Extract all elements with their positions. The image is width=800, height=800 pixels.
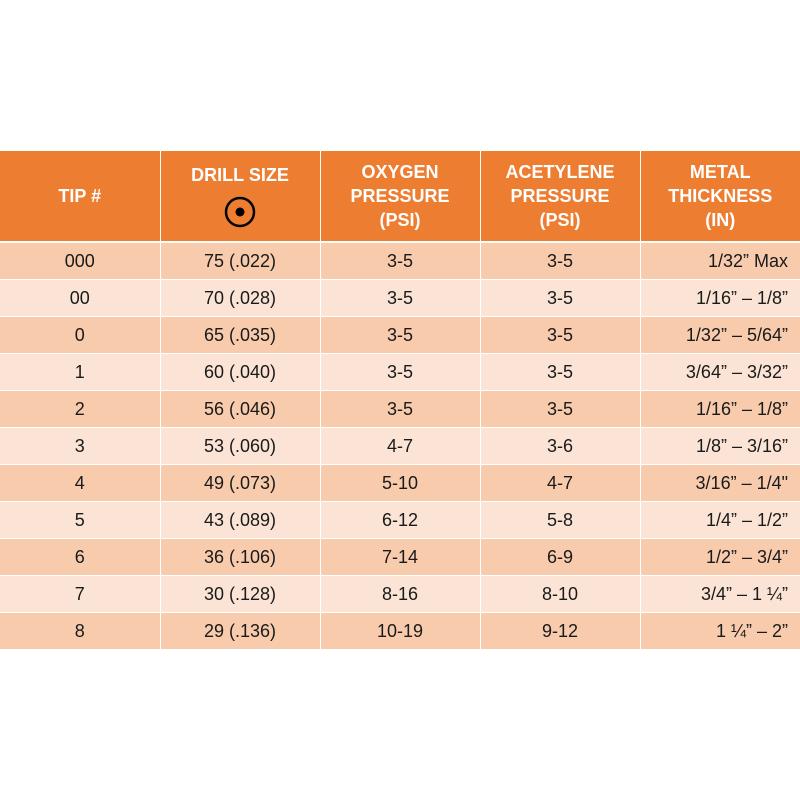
cell-metal-thickness: 1/16” – 1/8”: [640, 280, 800, 317]
drill-bullseye-icon: [223, 195, 257, 229]
tip-size-table: [0, 151, 800, 649]
cell-oxygen-pressure: 3-5: [320, 280, 480, 317]
cell-drill-size: 36 (.106): [160, 539, 320, 576]
cell-metal-thickness: 3/4” – 1 ¼”: [640, 576, 800, 613]
cell-acetylene-pressure: 3-6: [480, 428, 640, 465]
cell-acetylene-pressure: 3-5: [480, 242, 640, 280]
header-acetylene-line-1: ACETYLENE: [505, 162, 615, 182]
table-row: [0, 280, 800, 317]
table-row: [0, 428, 800, 465]
cell-acetylene-pressure: 3-5: [480, 317, 640, 354]
cell-acetylene-pressure: 3-5: [480, 354, 640, 391]
header-metal-line-3: (IN): [705, 210, 736, 230]
cell-tip: 4: [0, 465, 160, 502]
header-drill-size: [160, 151, 320, 242]
cell-tip: 3: [0, 428, 160, 465]
header-oxygen-line-1: OXYGEN: [361, 162, 439, 182]
header-tip: [0, 151, 160, 242]
cell-tip: 2: [0, 391, 160, 428]
header-oxygen-line-3: (PSI): [379, 210, 421, 230]
welding-tip-chart: [0, 151, 800, 649]
cell-acetylene-pressure: 8-10: [480, 576, 640, 613]
table-row: [0, 502, 800, 539]
cell-drill-size: 43 (.089): [160, 502, 320, 539]
cell-tip: 8: [0, 613, 160, 650]
cell-tip: 1: [0, 354, 160, 391]
cell-oxygen-pressure: 3-5: [320, 317, 480, 354]
cell-tip: 0: [0, 317, 160, 354]
cell-metal-thickness: 1/8” – 3/16”: [640, 428, 800, 465]
cell-acetylene-pressure: 9-12: [480, 613, 640, 650]
cell-acetylene-pressure: 3-5: [480, 391, 640, 428]
table-row: [0, 354, 800, 391]
cell-acetylene-pressure: 6-9: [480, 539, 640, 576]
cell-oxygen-pressure: 6-12: [320, 502, 480, 539]
header-oxygen-line-2: PRESSURE: [350, 186, 450, 206]
cell-drill-size: 56 (.046): [160, 391, 320, 428]
cell-oxygen-pressure: 4-7: [320, 428, 480, 465]
header-acetylene-pressure: [480, 151, 640, 242]
cell-tip: 00: [0, 280, 160, 317]
cell-tip: 5: [0, 502, 160, 539]
cell-oxygen-pressure: 10-19: [320, 613, 480, 650]
header-metal-line-2: THICKNESS: [668, 186, 773, 206]
cell-oxygen-pressure: 7-14: [320, 539, 480, 576]
header-oxygen-pressure: [320, 151, 480, 242]
cell-drill-size: 70 (.028): [160, 280, 320, 317]
cell-oxygen-pressure: 3-5: [320, 391, 480, 428]
header-metal-thickness: [640, 151, 800, 242]
cell-metal-thickness: 1/16” – 1/8”: [640, 391, 800, 428]
header-acetylene-line-3: (PSI): [539, 210, 581, 230]
cell-drill-size: 53 (.060): [160, 428, 320, 465]
cell-acetylene-pressure: 3-5: [480, 280, 640, 317]
cell-metal-thickness: 1/4” – 1/2”: [640, 502, 800, 539]
cell-drill-size: 29 (.136): [160, 613, 320, 650]
cell-drill-size: 49 (.073): [160, 465, 320, 502]
header-drill-line-1: DRILL SIZE: [191, 165, 289, 185]
header-tip-line-1: TIP #: [58, 186, 102, 206]
header-row: [0, 151, 800, 242]
cell-metal-thickness: 1/32” – 5/64”: [640, 317, 800, 354]
header-metal-line-1: METAL: [689, 162, 751, 182]
cell-drill-size: 60 (.040): [160, 354, 320, 391]
header-acetylene-line-2: PRESSURE: [510, 186, 610, 206]
cell-metal-thickness: 1 ¼” – 2”: [640, 613, 800, 650]
cell-tip: 000: [0, 242, 160, 280]
cell-metal-thickness: 3/16” – 1/4": [640, 465, 800, 502]
cell-tip: 6: [0, 539, 160, 576]
cell-drill-size: 30 (.128): [160, 576, 320, 613]
cell-metal-thickness: 1/32” Max: [640, 242, 800, 280]
cell-acetylene-pressure: 4-7: [480, 465, 640, 502]
cell-oxygen-pressure: 3-5: [320, 242, 480, 280]
cell-drill-size: 65 (.035): [160, 317, 320, 354]
cell-tip: 7: [0, 576, 160, 613]
table-row: [0, 242, 800, 280]
table-row: [0, 539, 800, 576]
cell-oxygen-pressure: 8-16: [320, 576, 480, 613]
table-row: [0, 317, 800, 354]
table-row: [0, 576, 800, 613]
cell-metal-thickness: 1/2” – 3/4”: [640, 539, 800, 576]
table-row: [0, 465, 800, 502]
cell-oxygen-pressure: 5-10: [320, 465, 480, 502]
cell-drill-size: 75 (.022): [160, 242, 320, 280]
cell-metal-thickness: 3/64” – 3/32”: [640, 354, 800, 391]
cell-oxygen-pressure: 3-5: [320, 354, 480, 391]
table-body: [0, 242, 800, 649]
cell-acetylene-pressure: 5-8: [480, 502, 640, 539]
table-row: [0, 391, 800, 428]
table-row: [0, 613, 800, 650]
